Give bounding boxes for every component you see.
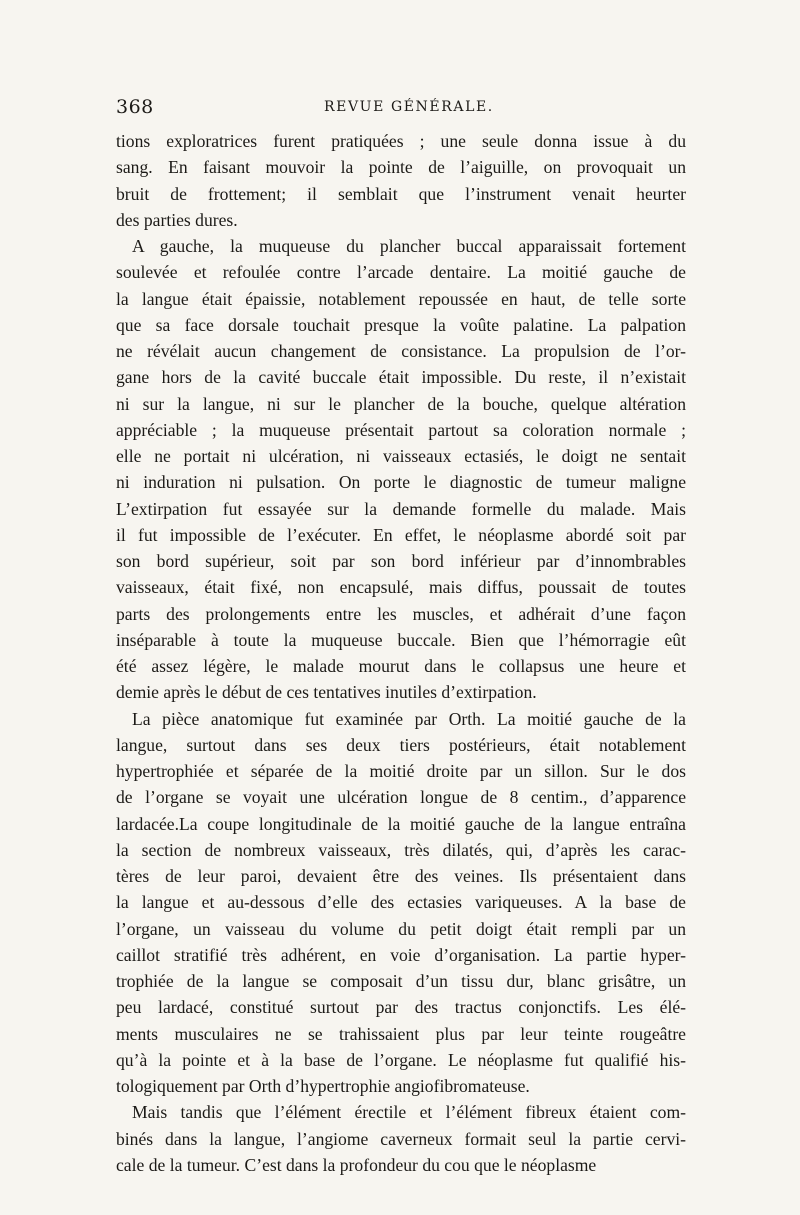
text-line: lardacée.La coupe longitudinale de la moitié gauche de la langue entraîna: [116, 813, 686, 834]
paragraph: [116, 706, 686, 1100]
text-line: vaisseaux, était fixé, non encapsulé, mais diffus, poussait de toutes: [116, 577, 686, 598]
text-line: l’organe, un vaisseau du volume du petit doigt était rempli par un: [116, 918, 686, 939]
text-line: que sa face dorsale touchait presque la voûte palatine. La palpation: [116, 314, 686, 335]
paragraph: [116, 1099, 686, 1178]
text-line: ne révélait aucun changement de consistance. La propulsion de l’or-: [116, 341, 686, 361]
text-line: Mais tandis que l’élément érectile et l’élément fibreux étaient com-: [132, 1102, 686, 1123]
text-line: des parties dures.: [116, 209, 238, 230]
text-line: tologiquement par Orth d’hypertrophie angiofibromateuse.: [116, 1076, 530, 1096]
text-line: A gauche, la muqueuse du plancher buccal apparaissait fortement: [132, 236, 686, 256]
page-number: 368: [116, 96, 154, 118]
text-line: la section de nombreux vaisseaux, très dilatés, qui, d’après les carac-: [116, 839, 686, 860]
text-line: binés dans la langue, l’angiome caverneux formait seul la partie cervi-: [116, 1128, 686, 1149]
text-line: tères de leur paroi, devaient être des veines. Ils présentaient dans: [116, 866, 686, 886]
text-line: sang. En faisant mouvoir la pointe de l’aiguille, on provoquait un: [116, 157, 686, 178]
text-line: elle ne portait ni ulcération, ni vaisseaux ectasiés, le doigt ne sentait: [116, 446, 686, 466]
page-header: [116, 96, 686, 122]
text-line: gane hors de la cavité buccale était impossible. Du reste, il n’existait: [116, 367, 686, 388]
text-line: langue, surtout dans ses deux tiers postérieurs, était notablement: [116, 734, 686, 755]
text-line: soulevée et refoulée contre l’arcade dentaire. La moitié gauche de: [116, 262, 686, 283]
text-line: il fut impossible de l’exécuter. En effet, le néoplasme abordé soit par: [116, 524, 686, 545]
text-line: L’extirpation fut essayée sur la demande formelle du malade. Mais: [116, 498, 686, 519]
text-line: caillot stratifié très adhérent, en voie d’organisation. La partie hyper-: [116, 944, 686, 965]
text-line: la langue était épaissie, notablement repoussée en haut, de telle sorte: [116, 288, 686, 309]
paragraph: [116, 233, 686, 706]
text-line: été assez légère, le malade mourut dans le collapsus une heure et: [116, 656, 686, 676]
text-line: demie après le début de ces tentatives inutiles d’extirpation.: [116, 682, 537, 703]
text-line: appréciable ; la muqueuse présentait partout sa coloration normale ;: [116, 419, 686, 440]
text-line: de l’organe se voyait une ulcération longue de 8 centim., d’apparence: [116, 787, 686, 808]
text-line: qu’à la pointe et à la base de l’organe. Le néoplasme fut qualifié his-: [116, 1049, 686, 1070]
text-line: tions exploratrices furent pratiquées ; une seule donna issue à du: [116, 131, 686, 151]
text-line: la langue et au-dessous d’elle des ectasies variqueuses. A la base de: [116, 892, 686, 913]
text-line: hypertrophiée et séparée de la moitié droite par un sillon. Sur le dos: [116, 761, 686, 781]
text-line: La pièce anatomique fut examinée par Orth. La moitié gauche de la: [132, 708, 686, 729]
text-line: trophiée de la langue se composait d’un tissu dur, blanc grisâtre, un: [116, 971, 686, 991]
text-line: inséparable à toute la muqueuse buccale. Bien que l’hémorragie eût: [116, 629, 686, 650]
text-line: cale de la tumeur. C’est dans la profondeur du cou que le néoplasme: [116, 1154, 597, 1175]
text-line: parts des prolongements entre les muscles, et adhérait d’une façon: [116, 603, 686, 624]
text-line: son bord supérieur, soit par son bord inférieur par d’innombrables: [116, 551, 686, 571]
text-line: peu lardacé, constitué surtout par des tractus conjonctifs. Les élé-: [116, 997, 686, 1018]
running-head: REVUE GÉNÉRALE.: [324, 99, 494, 115]
text-line: ni induration ni pulsation. On porte le diagnostic de tumeur maligne: [116, 472, 686, 493]
text-line: bruit de frottement; il semblait que l’instrument venait heurter: [116, 183, 686, 204]
body-text: [116, 128, 686, 1178]
text-line: ni sur la langue, ni sur le plancher de la bouche, quelque altération: [116, 393, 686, 414]
paragraph: [116, 128, 686, 233]
text-line: ments musculaires ne se trahissaient plus par leur teinte rougeâtre: [116, 1023, 686, 1044]
